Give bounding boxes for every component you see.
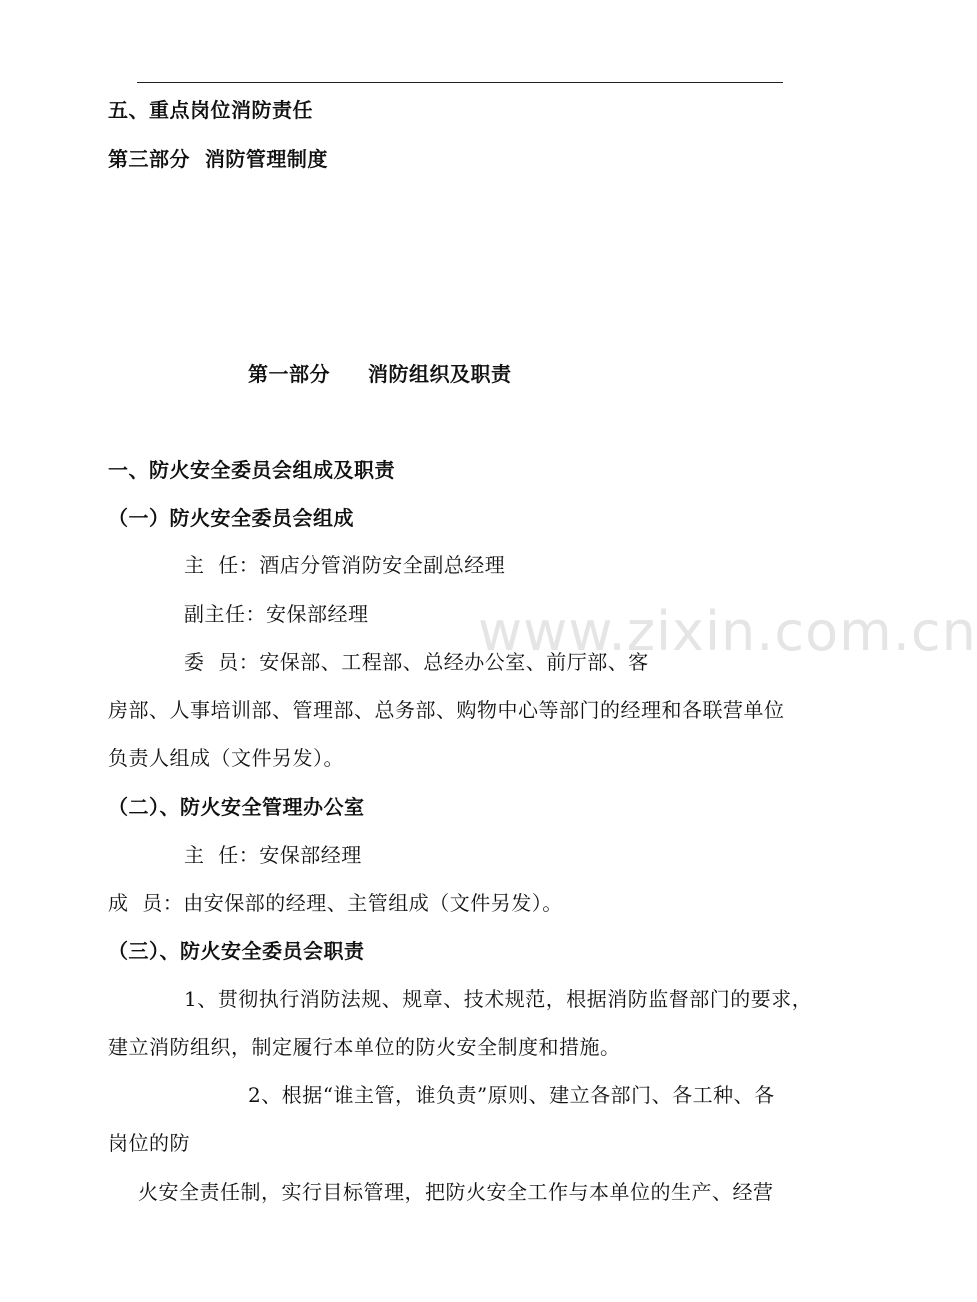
heading-1: 一、防火安全委员会组成及职责 (108, 458, 395, 482)
sub-1-deputy: 副主任：安保部经理 (184, 602, 369, 626)
sub-1-members-line-2: 房部、人事培训部、管理部、总务部、购物中心等部门的经理和各联营单位 (108, 698, 785, 722)
part-3-heading: 第三部分 消防管理制度 (108, 147, 328, 171)
sub-3-item-2-line-1: 2、根据“谁主管，谁负责”原则、建立各部门、各工种、各 (248, 1083, 775, 1107)
section-title-part: 第一部分 (248, 362, 330, 386)
sub-3-item-1-line-1: 1、贯彻执行消防法规、规章、技术规范，根据消防监督部门的要求， (184, 987, 813, 1011)
sub-1-members-line-3: 负责人组成（文件另发）。 (108, 746, 344, 770)
sub-1-members-line-1: 委 员：安保部、工程部、总经办公室、前厅部、客 (184, 650, 649, 674)
sub-2-members: 成 员：由安保部的经理、主管组成（文件另发）。 (108, 891, 563, 915)
sub-3-heading: （三）、防火安全委员会职责 (108, 939, 365, 963)
sub-3-item-1-line-2: 建立消防组织，制定履行本单位的防火安全制度和措施。 (108, 1035, 621, 1059)
section-title-text: 消防组织及职责 (368, 362, 512, 386)
sub-2-heading: （二）、防火安全管理办公室 (108, 795, 365, 819)
sub-3-item-2-line-3: 火安全责任制，实行目标管理，把防火安全工作与本单位的生产、经营 (138, 1180, 774, 1204)
watermark-text: www.zixin.com.cn (478, 600, 977, 663)
sub-3-item-2-line-2: 岗位的防 (108, 1131, 190, 1155)
item-5-heading: 五、重点岗位消防责任 (108, 98, 313, 122)
sub-1-heading: （一）防火安全委员会组成 (108, 506, 354, 530)
sub-1-director: 主 任：酒店分管消防安全副总经理 (184, 553, 506, 577)
sub-2-director: 主 任：安保部经理 (184, 843, 362, 867)
header-rule (137, 82, 783, 83)
